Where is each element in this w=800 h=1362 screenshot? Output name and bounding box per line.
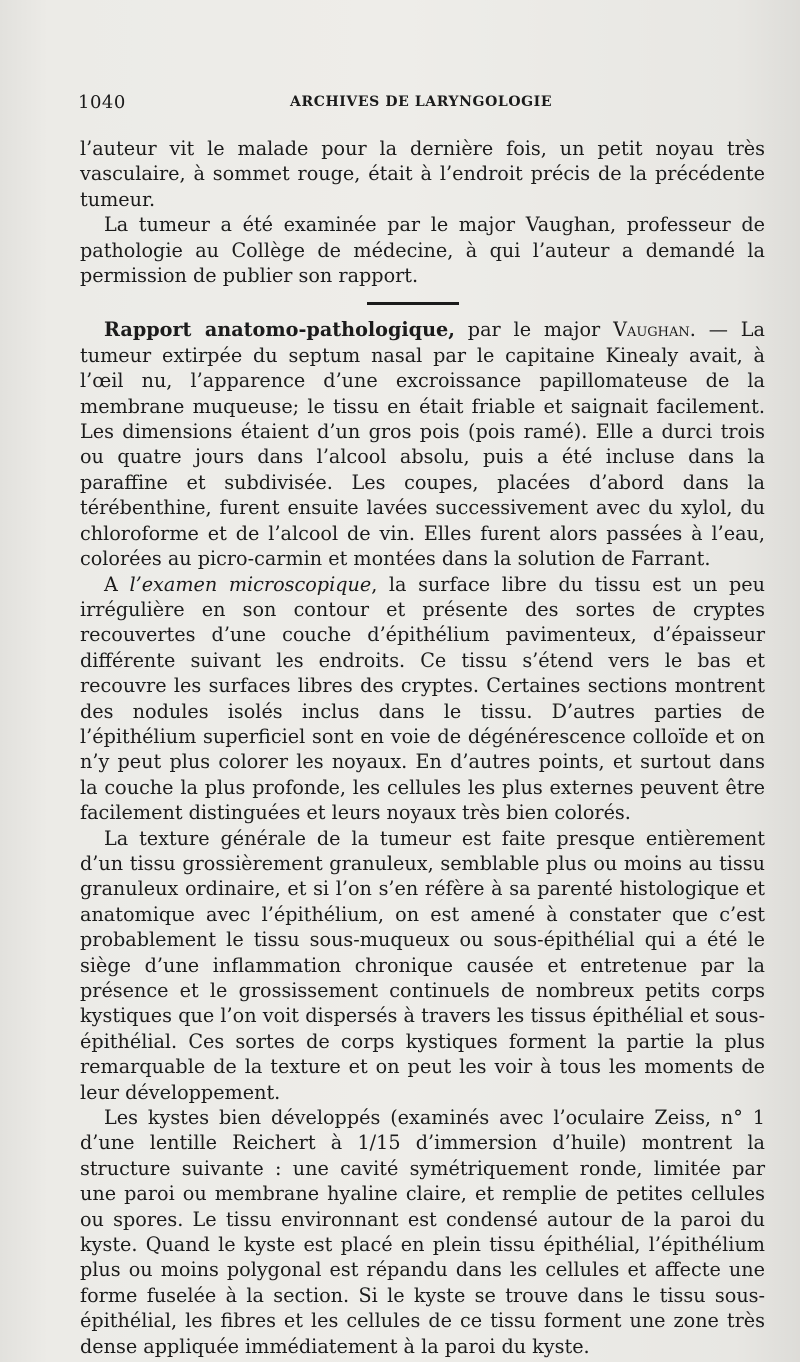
paragraph-text: , la surface libre du tissu est un peu irrégulière en son contour et présente des sortes de cryptes recouvertes d’une couche d’épithélium pavimenteux, d’épaisseur différente suivant les endroits. Ce tissu s’étend vers le bas et recouvre les surfaces libres des cryptes. Certaines sections montrent des nodules isolés inclus dans le tissu. D’autres parties de l’épithélium superficiel sont en voie de dégénérescence colloïde et on n’y peut plus colorer les noyaux. En d’autres points, et surtout dans la couche la plus profonde, les cellules les plus externes peuvent être facilement distinguées et leurs noyaux très bien colorés. — [80, 572, 765, 825]
author-prefix: par le major — [454, 318, 614, 342]
paragraph-text: . — La tumeur extirpée du septum nasal par le capitaine Kinealy avait, à l’œil nu, l’apparence d’une excroissance papillomateuse de la membrane muqueuse; le tissu en était friable et saignait facilement. Les dimensions étaient d’un gros pois (pois ramé). Elle a durci trois ou quatre jours dans l’alcool absolu, puis a été incluse dans la paraffine et subdivisée. Les coupes, placées d’abord dans la térébenthine, furent ensuite lavées successivement avec du xylol, du chloroforme et de l’alcool de vin. Elles furent alors passées à l’eau, colorées au picro-carmin et montées dans la solution de Farrant. — [80, 318, 765, 571]
paragraph — [80, 317, 765, 571]
page-number: 1040 — [78, 92, 126, 113]
emphasis: l’examen microscopique — [129, 572, 372, 596]
article-body — [80, 136, 765, 1359]
paragraph: La tumeur a été examinée par le major Vaughan, professeur de pathologie au Collège de médecine, à qui l’auteur a demandé la permission de publier son rapport. — [80, 213, 765, 288]
paragraph: La texture générale de la tumeur est faite presque entièrement d’un tissu grossièrement granuleux, semblable plus ou moins au tissu granuleux ordinaire, et si l’on s’en réfère à sa parenté histologique et anatomique avec l’épithélium, on est amené à constater que c’est probablement le tissu sous-muqueux ou sous-épithélial qui a été le siège d’une inflammation chronique causée et entretenue par la présence et le grossissement continuels de nombreux petits corps kystiques que l’on voit dispersés à travers les tissus épithélial et sous-épithélial. Ces sortes de corps kystiques forment la partie la plus remarquable de la texture et on peut les voir à tous les moments de leur développement. — [80, 826, 765, 1104]
author-name: Vaughan — [613, 318, 690, 342]
journal-title: ARCHIVES DE LARYNGOLOGIE — [290, 94, 553, 110]
section-divider — [367, 302, 459, 305]
paragraph-lead: A — [104, 572, 130, 596]
paragraph: Les kystes bien développés (examinés avec l’oculaire Zeiss, n° 1 d’une lentille Reichert à 1/15 d’immersion d’huile) montrent la structure suivante : une cavité symétriquement ronde, limitée par une paroi ou membrane hyaline claire, et remplie de petites cellules ou spores. Le tissu environnant est condensé autour de la paroi du kyste. Quand le kyste est placé en plein tissu épithélial, l’épithélium plus ou moins polygonal est répandu dans les cellules et affecte une forme fuselée à la section. Si le kyste se trouve dans le tissu sous-épithélial, les fibres et les cellules de ce tissu forment une zone très dense appliquée immédiatement à la paroi du kyste. — [80, 1106, 765, 1358]
paragraph — [80, 572, 765, 826]
paragraph: l’auteur vit le malade pour la dernière fois, un petit noyau très vasculaire, à sommet rouge, était à l’endroit précis de la précédente tumeur. — [80, 137, 765, 211]
running-head — [78, 92, 768, 114]
section-title: Rapport anatomo-pathologique, — [104, 318, 455, 342]
